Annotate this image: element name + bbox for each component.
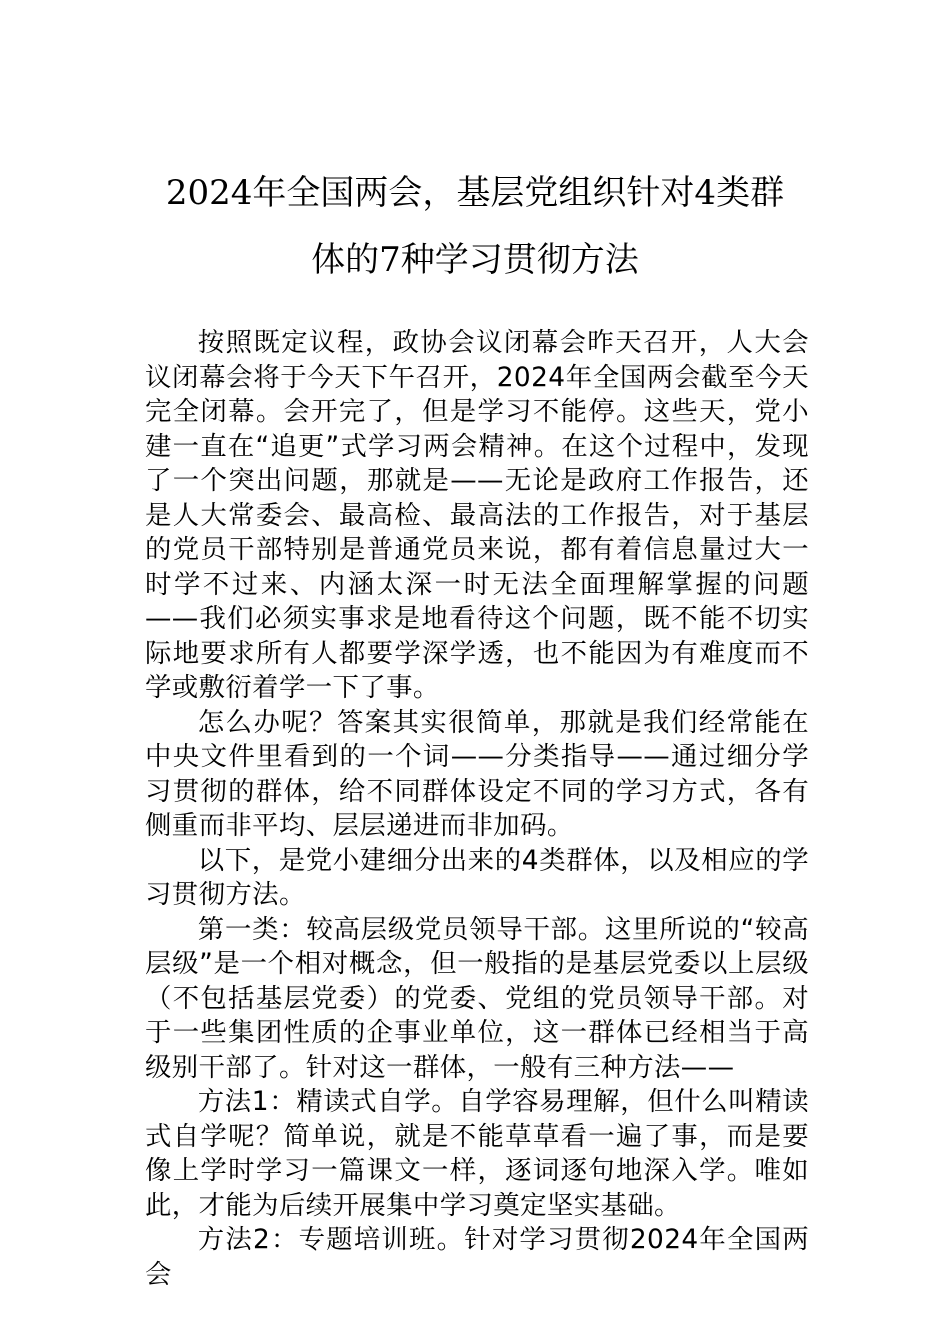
title-line-2: 体的7种学习贯彻方法 — [311, 240, 639, 280]
paragraph-overview: 以下，是党小建细分出来的4类群体，以及相应的学习贯彻方法。 — [145, 844, 809, 910]
document-title — [140, 160, 810, 294]
paragraph-method-1: 方法1：精读式自学。自学容易理解，但什么叫精读式自学呢？简单说，就是不能草草看一遍了事，而是要像上学时学习一篇课文一样，逐词逐句地深入学。唯如此，才能为后续开展集中学习奠定坚实基础。 — [145, 1086, 809, 1221]
paragraph-category-1: 第一类：较高层级党员领导干部。这里所说的“较高层级”是一个相对概念，但一般指的是基层党委以上层级（不包括基层党委）的党委、党组的党员领导干部。对于一些集团性质的企事业单位，这一群体已经相当于高级别干部了。针对这一群体，一般有三种方法—— — [145, 913, 809, 1083]
document-body — [145, 326, 809, 1292]
paragraph-solution: 怎么办呢？答案其实很简单，那就是我们经常能在中央文件里看到的一个词——分类指导——通过细分学习贯彻的群体，给不同群体设定不同的学习方式，各有侧重而非平均、层层递进而非加码。 — [145, 706, 809, 841]
title-line-1: 2024年全国两会，基层党组织针对4类群 — [165, 173, 785, 213]
paragraph-intro: 按照既定议程，政协会议闭幕会昨天召开，人大会议闭幕会将于今天下午召开，2024年全国两会截至今天完全闭幕。会开完了，但是学习不能停。这些天，党小建一直在“追更”式学习两会精神。在这个过程中，发现了一个突出问题，那就是——无论是政府工作报告，还是人大常委会、最高检、最高法的工作报告，对于基层的党员干部特别是普通党员来说，都有着信息量过大一时学不过来、内涵太深一时无法全面理解掌握的问题——我们必须实事求是地看待这个问题，既不能不切实际地要求所有人都要学深学透，也不能因为有难度而不学或敷衍着学一下了事。 — [145, 327, 809, 703]
paragraph-method-2: 方法2：专题培训班。针对学习贯彻2024年全国两会 — [145, 1224, 809, 1290]
